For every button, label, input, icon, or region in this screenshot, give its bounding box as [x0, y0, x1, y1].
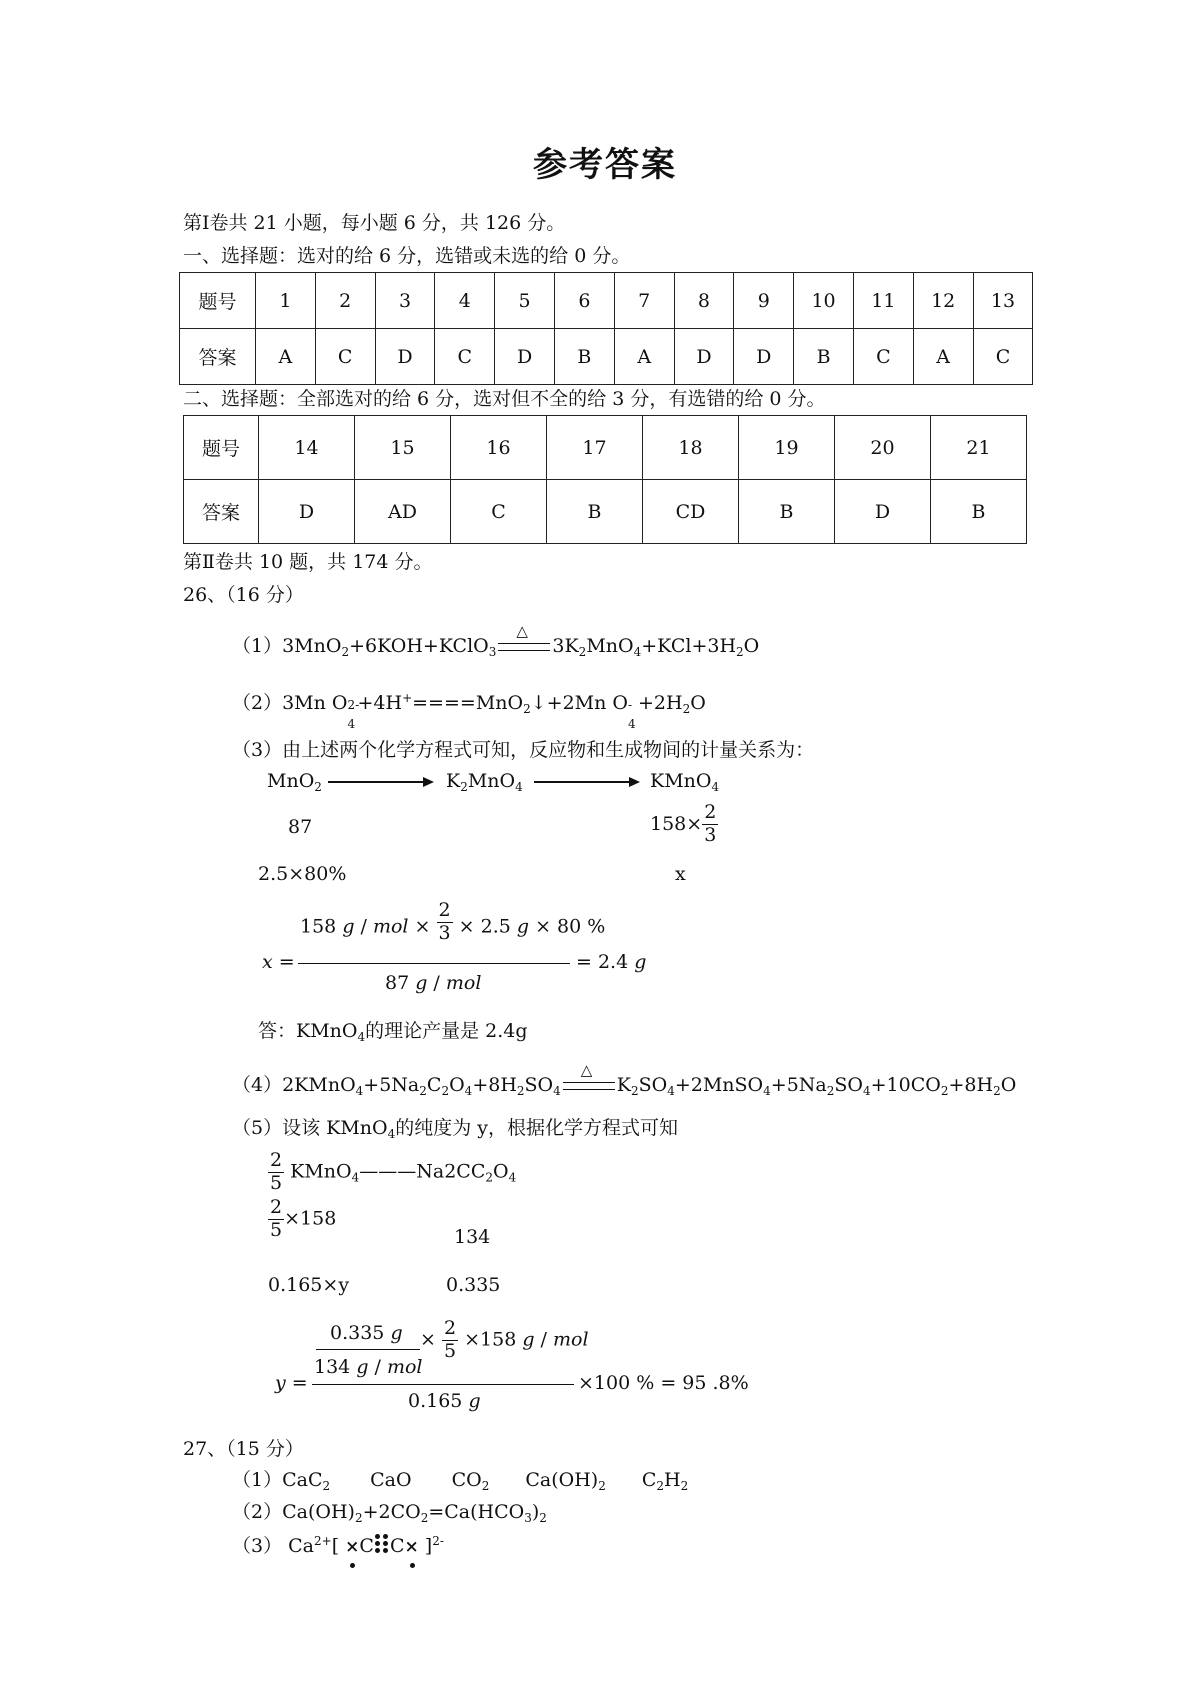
part-label: （2） [232, 1501, 283, 1523]
table-cell: 2 [315, 273, 375, 329]
amount-unknown: x [675, 863, 686, 885]
lone-pair-dot [350, 1563, 355, 1568]
section2-title: 二、选择题：全部选对的给 6 分，选对但不全的给 3 分，有选错的给 0 分。 [183, 388, 826, 410]
heat-equals-sign [498, 622, 550, 651]
row-label: 题号 [180, 273, 256, 329]
table-cell: 15 [355, 416, 451, 480]
electron-cross-icon: × [345, 1537, 360, 1557]
q26-part2: （2）3Mn O 2- 4 +4H+====MnO$_2$↓+2Mn O - 4 $+2H_2O$ [232, 691, 706, 731]
table-cell: D [259, 480, 355, 544]
table-cell: 18 [643, 416, 739, 480]
table-cell: B [739, 480, 835, 544]
table-cell: D [495, 329, 555, 385]
fraction-2-5: $\frac{2}{5}$ [443, 1317, 457, 1362]
table-cell: 6 [554, 273, 614, 329]
var-x: x = [262, 951, 295, 973]
table-cell: 8 [674, 273, 734, 329]
table-cell: C [451, 480, 547, 544]
table-cell: 19 [739, 416, 835, 480]
var-y: y = [275, 1372, 308, 1394]
table-cell: CD [643, 480, 739, 544]
table-cell: C [435, 329, 495, 385]
part-label: （1） [232, 1469, 283, 1491]
q27-header: 27、（15 分） [183, 1438, 304, 1460]
fraction-bar [312, 1384, 574, 1385]
heat-triangle-icon: △ [516, 622, 528, 640]
part5-label-suffix: 的纯度为 y，根据化学方程式可知 [395, 1117, 679, 1139]
fraction-bar [316, 1349, 420, 1350]
answer-table-1 [179, 272, 1033, 385]
q27-part2: $(2)Ca(OH)_2+2CO_2=Ca(HCO_3)_2$ [232, 1501, 547, 1525]
table-cell: B [547, 480, 643, 544]
table-cell: 7 [614, 273, 674, 329]
part2-intro: 第Ⅱ卷共 10 题，共 174 分。 [183, 551, 433, 573]
table-row [180, 329, 1033, 385]
outer-denominator: 0.165 g [408, 1390, 481, 1412]
table-cell: 9 [734, 273, 794, 329]
table-cell: 11 [853, 273, 913, 329]
fraction-2-5: $\frac{2}{5}$ [270, 1149, 283, 1194]
table-cell: 16 [451, 416, 547, 480]
amount-mno2: 2.5×80% [258, 863, 347, 885]
q26-part3-answer: 答：KMnO$_4$的理论产量是 2.4g [258, 1020, 528, 1044]
table-cell: A [913, 329, 973, 385]
q26-part5-label: （5）设该 KMnO$_4$的纯度为 y，根据化学方程式可知 [232, 1117, 679, 1141]
table-cell: 12 [913, 273, 973, 329]
table-cell: D [375, 329, 435, 385]
q27-part3 [232, 1534, 444, 1557]
table-cell: B [931, 480, 1027, 544]
table-cell: A [614, 329, 674, 385]
formula-k2mno4: $K_2MnO_4$ [446, 770, 523, 794]
table-cell: D [835, 480, 931, 544]
answer-table-2 [183, 415, 1027, 544]
table-cell: 20 [835, 416, 931, 480]
heat-equals-sign [563, 1061, 615, 1090]
lone-pair-dot [410, 1563, 415, 1568]
table-cell: AD [355, 480, 451, 544]
electron-cross-icon: × [404, 1537, 419, 1557]
table-cell: 10 [794, 273, 854, 329]
page-title: 参考答案 [533, 145, 677, 185]
mass-left: ×158 [284, 1207, 337, 1230]
table-row [184, 480, 1027, 544]
amount-left: 0.165×y [268, 1274, 350, 1296]
heat-triangle-icon: △ [580, 1061, 593, 1079]
table-cell: 1 [256, 273, 316, 329]
q27-part1: （1）CaC$_2$ CaO $CO_2$ $Ca(OH)_2$ $C_2H_2$ [232, 1469, 689, 1493]
table-cell: 17 [547, 416, 643, 480]
section1-title: 一、选择题：选对的给 6 分，选错或未选的给 0 分。 [183, 245, 631, 267]
table-cell: C [315, 329, 375, 385]
mass-right: 134 [454, 1226, 491, 1248]
relation-line: $\frac{2}{5}$ $KMnO_4———Na2CC_2O_4$ [270, 1149, 517, 1194]
inner-denominator: 134 g / mol [314, 1356, 423, 1378]
numerator-x: 158 g / mol × $\frac{2}{3}$ × 2.5 g × 80 % [300, 899, 606, 944]
row-label: 题号 [184, 416, 259, 480]
amount-right: 0.335 [446, 1274, 501, 1296]
q26-part4: $(4)2KMnO_4+5Na_2C_2O_4+8H_2SO_4$ △ $K_2SO_4+2MnSO_4+5Na_2SO_4+10CO_2+8H_2O$ [232, 1061, 1017, 1098]
row-label: 答案 [180, 329, 256, 385]
q26-part3-label: （3）由上述两个化学方程式可知，反应物和生成物间的计量关系为： [232, 739, 815, 761]
relation-right: Na2C [416, 1160, 471, 1183]
formula-kmno4: KMnO$_4$ [650, 770, 720, 794]
mass-line [268, 1197, 336, 1242]
part5-label: （5）设该 KMnO [232, 1117, 388, 1139]
table-cell: C [853, 329, 913, 385]
fraction-2-5: $\frac{2}{5}$ [270, 1196, 283, 1241]
answer-suffix: 的理论产量是 2.4g [365, 1020, 528, 1042]
q26-part1: （1）3MnO$_2$+6KOH+KClO$_3$ △ $3K_2MnO_4+KCl+3H_2O$ [232, 622, 760, 659]
result-y: ×100 % = 95 .8% [578, 1372, 749, 1394]
formula-mno2: MnO$_2$ [267, 770, 322, 794]
table-cell: B [554, 329, 614, 385]
part-label: （3） [232, 1535, 283, 1557]
table-cell: D [674, 329, 734, 385]
fraction-2-3: $\frac{2}{3}$ [438, 899, 451, 944]
table-cell: D [734, 329, 794, 385]
arrow-icon [534, 781, 638, 783]
mass-label: 158× [650, 812, 703, 835]
result-value: = 2.4 [576, 951, 629, 973]
fraction-bar [298, 963, 570, 964]
answer-prefix: 答：KMnO [258, 1020, 358, 1042]
part-label: （2） [232, 692, 283, 714]
table-cell: 21 [931, 416, 1027, 480]
table-cell: B [794, 329, 854, 385]
table-cell: 14 [259, 416, 355, 480]
fraction-2-3: $\frac{2}{3}$ [704, 801, 717, 846]
mass-mno2: 87 [288, 816, 313, 838]
part-label: （1） [232, 635, 283, 657]
table-row [184, 416, 1027, 480]
inner-numerator: 0.335 g [330, 1322, 403, 1344]
table-cell: C [973, 329, 1033, 385]
part-label: （4） [232, 1074, 283, 1096]
mass-kmno4 [650, 802, 718, 847]
outer-numerator-rest: × $\frac{2}{5}$ ×158 g / mol [420, 1317, 589, 1362]
table-cell: 4 [435, 273, 495, 329]
row-label: 答案 [184, 480, 259, 544]
table-cell: A [256, 329, 316, 385]
table-row [180, 273, 1033, 329]
denominator-x: 87 g / mol [385, 972, 482, 994]
electron-dot-formula: $Ca^{2+}[ \times C$ C× ]$^{2-}$ [288, 1537, 444, 1556]
table-cell: 3 [375, 273, 435, 329]
triple-bond-dots-icon [374, 1540, 390, 1554]
result-x: = 2.4 g [576, 951, 647, 973]
table-cell: 13 [973, 273, 1033, 329]
q26-header: 26、（16 分） [183, 584, 304, 606]
arrow-icon [328, 781, 432, 783]
part1-intro: 第Ⅰ卷共 21 小题，每小题 6 分，共 126 分。 [183, 212, 566, 234]
table-cell: 5 [495, 273, 555, 329]
